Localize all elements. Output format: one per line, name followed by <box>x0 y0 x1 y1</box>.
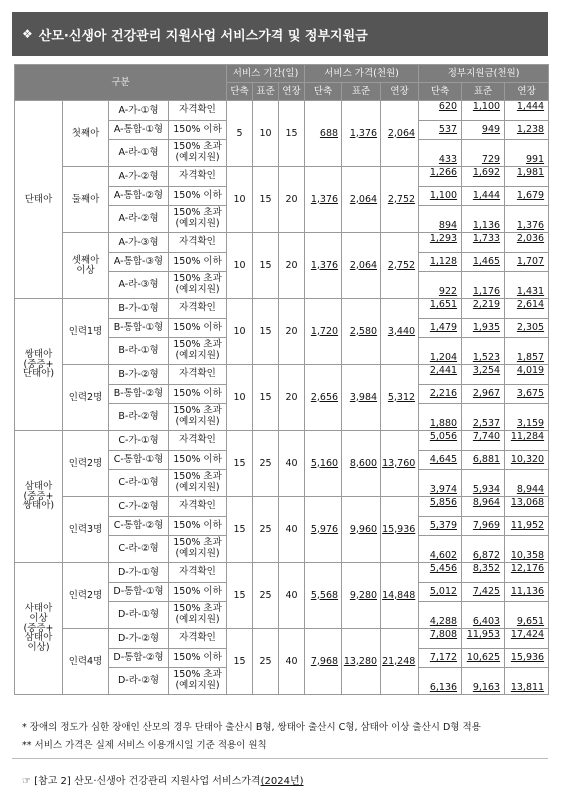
service-price: 2,752 <box>381 233 419 299</box>
service-price: 2,064 <box>381 101 419 167</box>
service-type: B-통합-①형 <box>109 319 169 338</box>
service-price: 21,248 <box>381 629 419 695</box>
service-price: 13,280 <box>342 629 381 695</box>
income-condition: 150% 이하 <box>169 319 227 338</box>
service-period: 15 <box>279 101 305 167</box>
subsidy-value: 620 <box>419 101 462 121</box>
subsidy-value: 2,967 <box>462 385 505 404</box>
subsidy-value: 1,981 <box>505 167 549 187</box>
table-row <box>15 233 549 253</box>
subsidy-value: 9,163 <box>462 668 505 695</box>
service-price: 2,064 <box>342 167 381 233</box>
income-condition: 자격확인 <box>169 431 227 451</box>
service-type: A-가-③형 <box>109 233 169 253</box>
price-table <box>14 64 549 695</box>
service-period: 25 <box>253 563 279 629</box>
service-price: 3,984 <box>342 365 381 431</box>
subsidy-value: 13,068 <box>505 497 549 517</box>
subsidy-value: 1,431 <box>505 272 549 299</box>
subsidy-value: 3,159 <box>505 404 549 431</box>
subsidy-value: 5,012 <box>419 583 462 602</box>
subsidy-value: 8,352 <box>462 563 505 583</box>
subsidy-value: 11,136 <box>505 583 549 602</box>
subsidy-value: 1,880 <box>419 404 462 431</box>
table-row <box>15 431 549 451</box>
divider <box>12 758 548 759</box>
table-row <box>15 299 549 319</box>
income-condition: 150% 이하 <box>169 649 227 668</box>
service-period: 40 <box>279 629 305 695</box>
subsidy-value: 8,944 <box>505 470 549 497</box>
income-condition: 150% 이하 <box>169 121 227 140</box>
service-period: 15 <box>227 431 253 497</box>
service-type: D-통합-①형 <box>109 583 169 602</box>
subsidy-value: 894 <box>419 206 462 233</box>
subsidy-value: 2,441 <box>419 365 462 385</box>
subsidy-value: 1,444 <box>505 101 549 121</box>
subsidy-value: 1,444 <box>462 187 505 206</box>
subsidy-value: 1,136 <box>462 206 505 233</box>
diamond-bullet-icon: ❖ <box>22 27 33 41</box>
subgroup-label: 인력2명 <box>63 563 109 629</box>
service-type: D-가-①형 <box>109 563 169 583</box>
pointing-hand-icon: ☞ <box>22 776 31 787</box>
subsidy-value: 1,679 <box>505 187 549 206</box>
income-condition: 150% 초과 (예외지원) <box>169 206 227 233</box>
table-body <box>15 101 549 695</box>
subsidy-value: 729 <box>462 140 505 167</box>
service-period: 25 <box>253 629 279 695</box>
service-type: B-가-①형 <box>109 299 169 319</box>
income-condition: 150% 이하 <box>169 253 227 272</box>
service-price: 5,568 <box>305 563 342 629</box>
subsidy-value: 433 <box>419 140 462 167</box>
footnote-1: * 장애의 정도가 심한 장애인 산모의 경우 단태아 출산시 B형, 쌍태아 출산시 C형, 삼태아 이상 출산시 D형 적용 <box>22 722 481 733</box>
service-type: A-통합-②형 <box>109 187 169 206</box>
income-condition: 150% 초과 (예외지원) <box>169 536 227 563</box>
subsidy-value: 1,204 <box>419 338 462 365</box>
service-type: D-가-②형 <box>109 629 169 649</box>
income-condition: 자격확인 <box>169 299 227 319</box>
service-price: 13,760 <box>381 431 419 497</box>
header-price-extended: 연장 <box>381 83 419 101</box>
table-header <box>15 65 549 101</box>
service-type: C-가-②형 <box>109 497 169 517</box>
service-price: 2,752 <box>381 167 419 233</box>
group-label: 사태아 이상 (중증+ 삼태아 이상) <box>15 563 63 695</box>
subsidy-value: 1,266 <box>419 167 462 187</box>
service-type: C-통합-①형 <box>109 451 169 470</box>
income-condition: 150% 이하 <box>169 583 227 602</box>
subsidy-value: 5,934 <box>462 470 505 497</box>
subsidy-value: 1,733 <box>462 233 505 253</box>
service-type: A-라-②형 <box>109 206 169 233</box>
service-type: B-라-②형 <box>109 404 169 431</box>
subgroup-label: 인력2명 <box>63 365 109 431</box>
service-period: 20 <box>279 299 305 365</box>
table-row <box>15 629 549 649</box>
subsidy-value: 949 <box>462 121 505 140</box>
subsidy-value: 5,056 <box>419 431 462 451</box>
subsidy-value: 11,952 <box>505 517 549 536</box>
service-period: 15 <box>227 497 253 563</box>
header-period-short: 단축 <box>227 83 253 101</box>
service-price: 3,440 <box>381 299 419 365</box>
subsidy-value: 15,936 <box>505 649 549 668</box>
subgroup-label: 인력4명 <box>63 629 109 695</box>
service-price: 5,976 <box>305 497 342 563</box>
service-period: 40 <box>279 497 305 563</box>
income-condition: 150% 초과 (예외지원) <box>169 272 227 299</box>
service-period: 10 <box>227 365 253 431</box>
subsidy-value: 1,128 <box>419 253 462 272</box>
reference-text: [참고 2] 산모·신생아 건강관리 지원사업 서비스가격 <box>34 776 261 787</box>
service-type: A-라-③형 <box>109 272 169 299</box>
income-condition: 자격확인 <box>169 563 227 583</box>
subsidy-value: 1,176 <box>462 272 505 299</box>
income-condition: 150% 이하 <box>169 187 227 206</box>
reference-line <box>22 772 304 787</box>
service-price: 7,968 <box>305 629 342 695</box>
header-subsidy-extended: 연장 <box>505 83 549 101</box>
table-row <box>15 365 549 385</box>
service-type: D-라-②형 <box>109 668 169 695</box>
service-price: 14,848 <box>381 563 419 629</box>
service-type: C-라-①형 <box>109 470 169 497</box>
income-condition: 150% 이하 <box>169 517 227 536</box>
service-type: D-라-①형 <box>109 602 169 629</box>
subsidy-value: 3,675 <box>505 385 549 404</box>
service-price: 2,580 <box>342 299 381 365</box>
service-period: 40 <box>279 431 305 497</box>
subsidy-value: 5,456 <box>419 563 462 583</box>
group-label: 단태아 <box>15 101 63 299</box>
service-price: 1,376 <box>342 101 381 167</box>
service-period: 25 <box>253 431 279 497</box>
subsidy-value: 537 <box>419 121 462 140</box>
subsidy-value: 2,305 <box>505 319 549 338</box>
service-period: 10 <box>227 233 253 299</box>
footnote-2: ** 서비스 가격은 실제 서비스 이용개시일 기준 적용이 원칙 <box>22 740 267 751</box>
subgroup-label: 인력2명 <box>63 431 109 497</box>
service-price: 2,064 <box>342 233 381 299</box>
subsidy-value: 2,036 <box>505 233 549 253</box>
subgroup-label: 인력1명 <box>63 299 109 365</box>
reference-year: (2024년) <box>260 776 304 787</box>
service-type: D-통합-②형 <box>109 649 169 668</box>
service-price: 15,936 <box>381 497 419 563</box>
service-type: C-라-②형 <box>109 536 169 563</box>
subsidy-value: 6,136 <box>419 668 462 695</box>
header-subsidy: 정부지원금(천원) <box>419 65 549 83</box>
service-type: A-통합-③형 <box>109 253 169 272</box>
subsidy-value: 1,293 <box>419 233 462 253</box>
subsidy-value: 4,288 <box>419 602 462 629</box>
service-period: 15 <box>227 629 253 695</box>
service-period: 5 <box>227 101 253 167</box>
service-price: 1,376 <box>305 167 342 233</box>
service-period: 20 <box>279 167 305 233</box>
subsidy-value: 4,019 <box>505 365 549 385</box>
subsidy-value: 1,692 <box>462 167 505 187</box>
subsidy-value: 1,707 <box>505 253 549 272</box>
service-period: 15 <box>227 563 253 629</box>
service-period: 10 <box>227 299 253 365</box>
service-type: C-가-①형 <box>109 431 169 451</box>
income-condition: 150% 초과 (예외지원) <box>169 668 227 695</box>
table-row <box>15 167 549 187</box>
service-price: 9,960 <box>342 497 381 563</box>
group-label: 쌍태아 (중증+ 단태아) <box>15 299 63 431</box>
subsidy-value: 1,238 <box>505 121 549 140</box>
header-price-short: 단축 <box>305 83 342 101</box>
subsidy-value: 7,969 <box>462 517 505 536</box>
service-type: B-라-①형 <box>109 338 169 365</box>
subsidy-value: 6,872 <box>462 536 505 563</box>
subgroup-label: 셋째아 이상 <box>63 233 109 299</box>
service-type: A-통합-①형 <box>109 121 169 140</box>
service-period: 15 <box>253 167 279 233</box>
income-condition: 자격확인 <box>169 629 227 649</box>
subsidy-value: 3,974 <box>419 470 462 497</box>
subsidy-value: 1,100 <box>462 101 505 121</box>
income-condition: 150% 초과 (예외지원) <box>169 404 227 431</box>
service-price: 1,376 <box>305 233 342 299</box>
service-price: 5,312 <box>381 365 419 431</box>
subsidy-value: 11,284 <box>505 431 549 451</box>
subsidy-value: 2,216 <box>419 385 462 404</box>
service-type: A-가-②형 <box>109 167 169 187</box>
subsidy-value: 10,358 <box>505 536 549 563</box>
subsidy-value: 7,425 <box>462 583 505 602</box>
subgroup-label: 첫째아 <box>63 101 109 167</box>
subsidy-value: 1,465 <box>462 253 505 272</box>
subsidy-value: 4,602 <box>419 536 462 563</box>
subsidy-value: 7,172 <box>419 649 462 668</box>
subsidy-value: 10,320 <box>505 451 549 470</box>
subsidy-value: 1,523 <box>462 338 505 365</box>
service-period: 15 <box>253 233 279 299</box>
income-condition: 150% 초과 (예외지원) <box>169 602 227 629</box>
subgroup-label: 둘째아 <box>63 167 109 233</box>
subsidy-value: 6,881 <box>462 451 505 470</box>
table-row <box>15 101 549 121</box>
header-price: 서비스 가격(천원) <box>305 65 419 83</box>
subsidy-value: 1,935 <box>462 319 505 338</box>
service-price: 5,160 <box>305 431 342 497</box>
header-subsidy-short: 단축 <box>419 83 462 101</box>
subsidy-value: 1,479 <box>419 319 462 338</box>
income-condition: 150% 이하 <box>169 385 227 404</box>
service-type: A-라-①형 <box>109 140 169 167</box>
subsidy-value: 2,614 <box>505 299 549 319</box>
service-price: 688 <box>305 101 342 167</box>
subsidy-value: 8,964 <box>462 497 505 517</box>
table-row <box>15 497 549 517</box>
subsidy-value: 7,808 <box>419 629 462 649</box>
subsidy-value: 1,857 <box>505 338 549 365</box>
income-condition: 자격확인 <box>169 101 227 121</box>
subsidy-value: 6,403 <box>462 602 505 629</box>
subsidy-value: 17,424 <box>505 629 549 649</box>
header-period-extended: 연장 <box>279 83 305 101</box>
income-condition: 자격확인 <box>169 365 227 385</box>
income-condition: 자격확인 <box>169 497 227 517</box>
income-condition: 150% 초과 (예외지원) <box>169 338 227 365</box>
service-type: B-가-②형 <box>109 365 169 385</box>
header-period-standard: 표준 <box>253 83 279 101</box>
income-condition: 150% 이하 <box>169 451 227 470</box>
income-condition: 150% 초과 (예외지원) <box>169 470 227 497</box>
income-condition: 자격확인 <box>169 167 227 187</box>
service-period: 40 <box>279 563 305 629</box>
subsidy-value: 922 <box>419 272 462 299</box>
service-period: 20 <box>279 233 305 299</box>
service-price: 1,720 <box>305 299 342 365</box>
subgroup-label: 인력3명 <box>63 497 109 563</box>
service-period: 10 <box>227 167 253 233</box>
table-row <box>15 563 549 583</box>
header-subsidy-standard: 표준 <box>462 83 505 101</box>
service-type: B-통합-②형 <box>109 385 169 404</box>
header-period: 서비스 기간(일) <box>227 65 305 83</box>
subsidy-value: 9,651 <box>505 602 549 629</box>
service-period: 25 <box>253 497 279 563</box>
service-period: 15 <box>253 365 279 431</box>
service-type: A-가-①형 <box>109 101 169 121</box>
subsidy-value: 991 <box>505 140 549 167</box>
subsidy-value: 11,953 <box>462 629 505 649</box>
subsidy-value: 1,651 <box>419 299 462 319</box>
income-condition: 자격확인 <box>169 233 227 253</box>
service-price: 8,600 <box>342 431 381 497</box>
service-price: 9,280 <box>342 563 381 629</box>
subsidy-value: 1,376 <box>505 206 549 233</box>
subsidy-value: 4,645 <box>419 451 462 470</box>
subsidy-value: 13,811 <box>505 668 549 695</box>
subsidy-value: 2,219 <box>462 299 505 319</box>
subsidy-value: 2,537 <box>462 404 505 431</box>
group-label: 삼태아 (중증+ 쌍태아) <box>15 431 63 563</box>
subsidy-value: 10,625 <box>462 649 505 668</box>
subsidy-value: 5,856 <box>419 497 462 517</box>
income-condition: 150% 초과 (예외지원) <box>169 140 227 167</box>
service-period: 20 <box>279 365 305 431</box>
section-title <box>12 12 548 56</box>
section-title-text: 산모·신생아 건강관리 지원사업 서비스가격 및 정부지원금 <box>38 28 368 44</box>
service-period: 10 <box>253 101 279 167</box>
header-category: 구분 <box>15 65 227 101</box>
subsidy-value: 7,740 <box>462 431 505 451</box>
service-price: 2,656 <box>305 365 342 431</box>
service-period: 15 <box>253 299 279 365</box>
subsidy-value: 3,254 <box>462 365 505 385</box>
subsidy-value: 1,100 <box>419 187 462 206</box>
header-price-standard: 표준 <box>342 83 381 101</box>
service-type: C-통합-②형 <box>109 517 169 536</box>
subsidy-value: 5,379 <box>419 517 462 536</box>
subsidy-value: 12,176 <box>505 563 549 583</box>
